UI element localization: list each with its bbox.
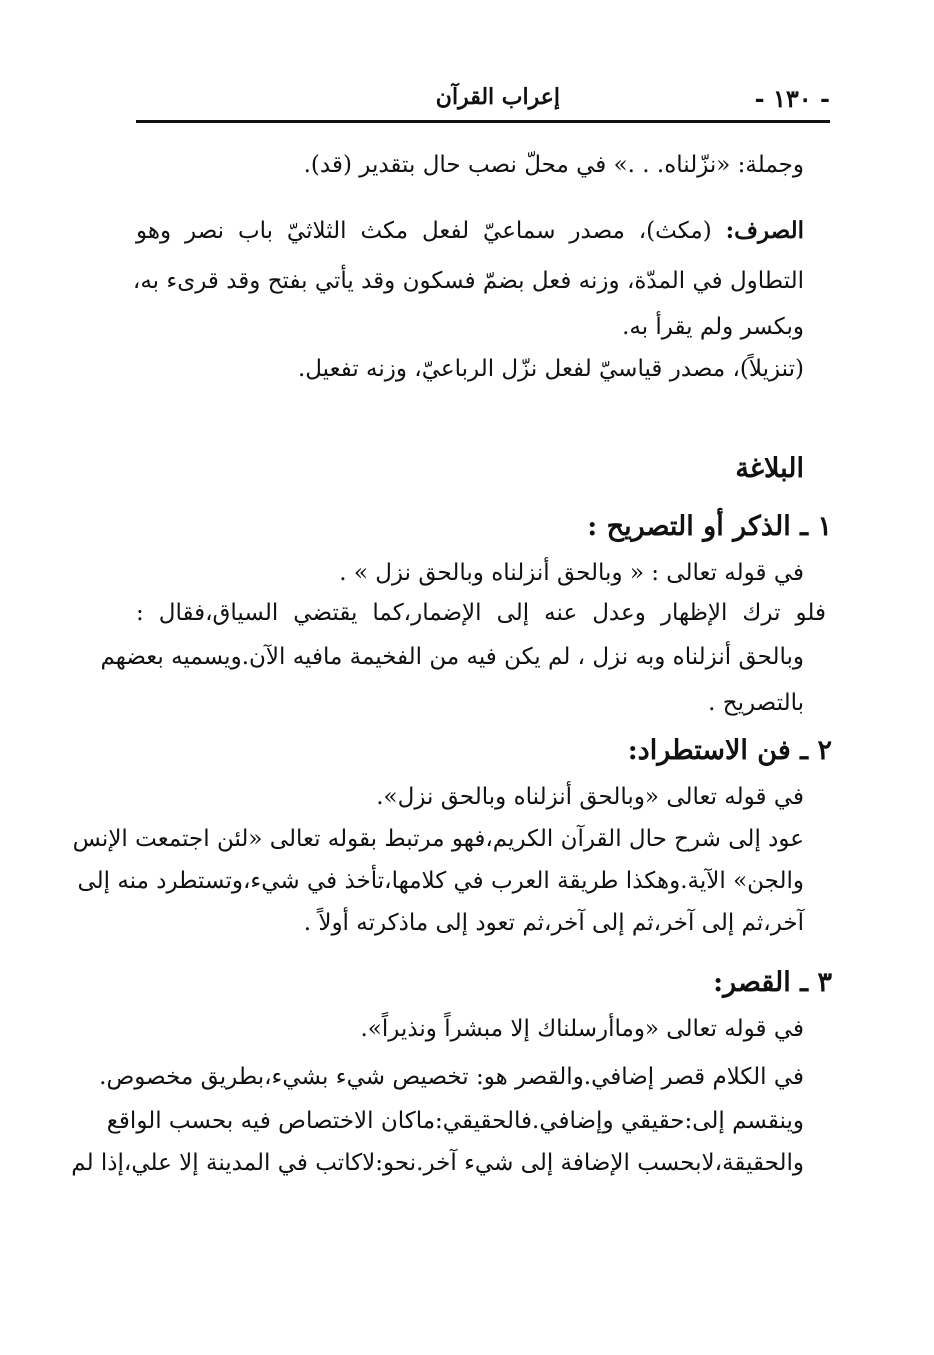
text-line: وبالحق أنزلناه وبه نزل ، لم يكن فيه من الفخيمة مافيه الآن.ويسميه بعضهم	[100, 644, 804, 670]
text-line: في قوله تعالى «وماأرسلناك إلا مبشراً ونذيراً».	[360, 1016, 804, 1042]
text-line: بالتصريح .	[708, 690, 804, 716]
header-divider	[136, 120, 830, 123]
text-line: وجملة: «نزّلناه. . .» في محلّ نصب حال بتقدير (قد).	[303, 152, 804, 178]
text-line: فلو ترك الإظهار وعدل عنه إلى الإضمار،كما يقتضي السياق،فقال :	[136, 600, 826, 626]
text-span: (مكث)، مصدر سماعيّ لفعل مكث الثلاثيّ باب نصر وهو	[136, 218, 712, 244]
text-line: (تنزيلاً)، مصدر قياسيّ لفعل نزّل الرباعيّ، وزنه تفعيل.	[297, 356, 804, 382]
text-line: التطاول في المدّة، وزنه فعل بضمّ فسكون وقد يأتي بفتح وقد قرىء به،	[132, 268, 804, 294]
text-line: آخر،ثم إلى آخر،ثم إلى آخر،ثم تعود إلى ماذكرته أولاً .	[303, 910, 804, 936]
text-line: عود إلى شرح حال القرآن الكريم،فهو مرتبط بقوله تعالى «لئن اجتمعت الإنس	[72, 826, 804, 852]
text-line	[136, 214, 804, 248]
text-line: في قوله تعالى : « وبالحق أنزلناه وبالحق نزل » .	[339, 560, 804, 586]
subsection-heading: ١ ـ الذكر أو التصريح :	[587, 511, 832, 542]
subsection-heading: ٣ ـ القصر:	[713, 967, 832, 998]
text-line: والجن» الآية.وهكذا طريقة العرب في كلامها،تأخذ في شيء،وتستطرد منه إلى	[77, 868, 804, 894]
text-line: وبكسر ولم يقرأ به.	[622, 314, 804, 340]
section-heading-balagha: البلاغة	[735, 453, 804, 484]
text-line: وينقسم إلى:حقيقي وإضافي.فالحقيقي:ماكان الاختصاص فيه بحسب الواقع	[106, 1108, 804, 1134]
page-number: - ١٣٠ -	[754, 84, 830, 113]
sarf-label: الصرف:	[725, 217, 804, 244]
text-line: في قوله تعالى «وبالحق أنزلناه وبالحق نزل».	[376, 784, 804, 810]
subsection-heading: ٢ ـ فن الاستطراد:	[627, 735, 832, 766]
running-title: إعراب القرآن	[435, 84, 560, 110]
text-line: في الكلام قصر إضافي.والقصر هو: تخصيص شيء بشيء،بطريق مخصوص.	[99, 1064, 804, 1090]
running-header	[136, 84, 830, 118]
text-line: والحقيقة،لابحسب الإضافة إلى شيء آخر.نحو:لاكاتب في المدينة إلا علي،إذا لم	[71, 1150, 804, 1176]
